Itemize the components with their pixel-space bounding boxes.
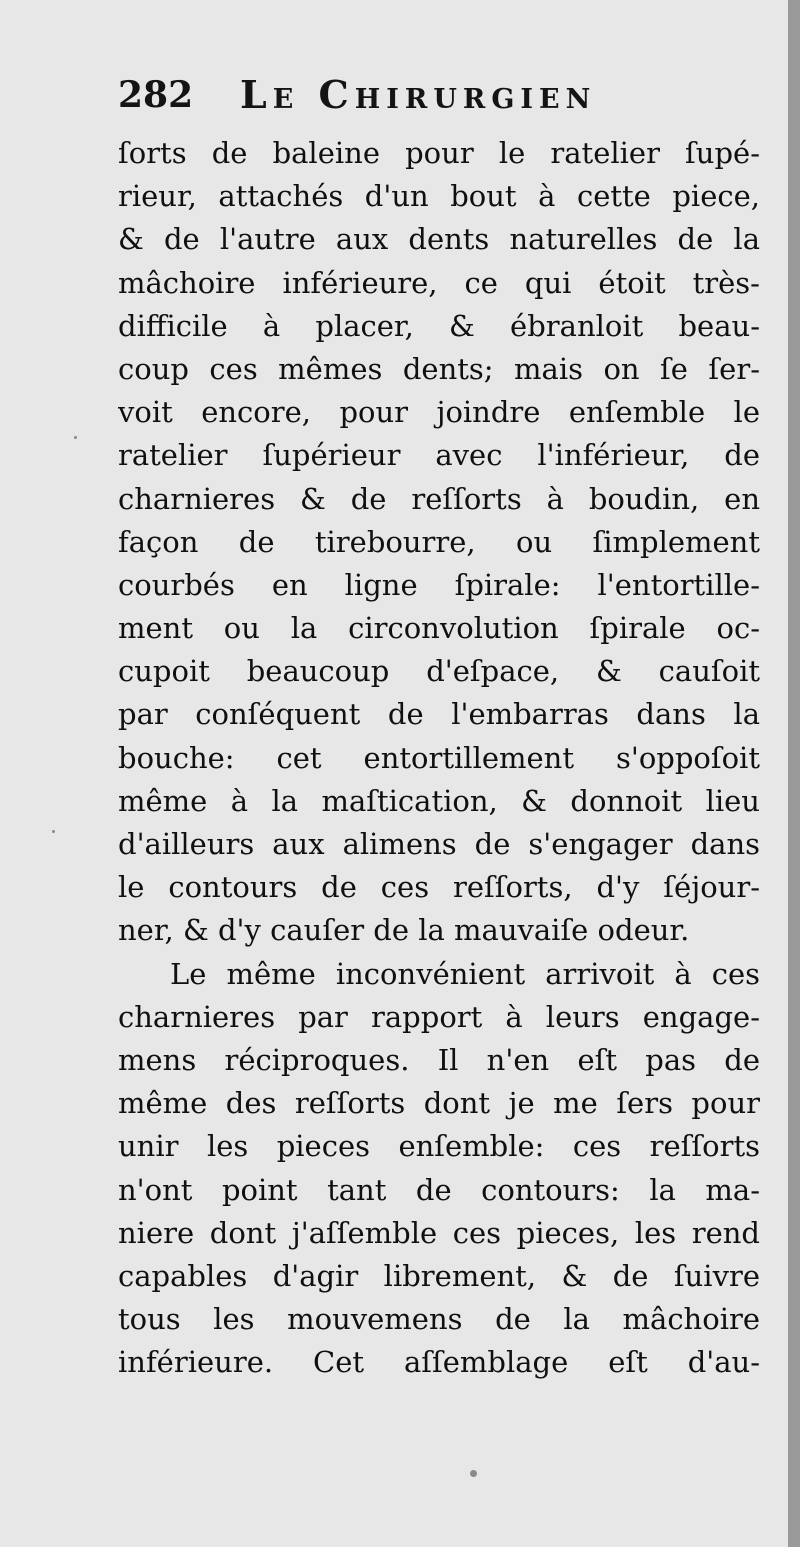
text-line: unir les pieces enſemble: ces reſſorts: [118, 1129, 760, 1164]
text-line: ratelier ſupérieur avec l'inférieur, de: [118, 438, 760, 473]
text-line: mens réciproques. Il n'en eſt pas de: [118, 1042, 760, 1077]
text-line: cupoit beaucoup d'eſpace, & cauſoit: [118, 654, 760, 689]
text-line: inférieure. Cet aſſemblage eſt d'au-: [118, 1345, 760, 1380]
text-line: difficile à placer, & ébranloit beau-: [118, 308, 760, 343]
paper-speck: [74, 436, 77, 439]
text-line: ſorts de baleine pour le ratelier ſupé-: [118, 136, 760, 170]
text-line: même des reſſorts dont je me ſers pour: [118, 1086, 760, 1121]
text-line: d'ailleurs aux alimens de s'engager dans: [118, 827, 760, 861]
text-line: même à la maſtication, & donnoit lieu: [118, 783, 760, 818]
text-line: n'ont point tant de contours: la ma-: [118, 1172, 760, 1207]
text-line: façon de tirebourre, ou ſimplement: [118, 524, 760, 559]
text-line: le contours de ces reſſorts, d'y ſéjour-: [118, 870, 760, 905]
page-number: 282: [118, 74, 194, 116]
paper-speck: [470, 1470, 477, 1477]
text-line: voit encore, pour joindre enſemble le: [118, 395, 760, 430]
paragraph-1: [118, 132, 760, 953]
page-edge-shadow: [788, 0, 800, 1547]
text-line: rieur, attachés d'un bout à cette piece,: [118, 179, 760, 214]
text-line: courbés en ligne ſpirale: l'entortille-: [118, 567, 760, 602]
text-line: mâchoire inférieure, ce qui étoit très-: [118, 265, 760, 300]
page-header: [118, 64, 738, 120]
paper-speck: [52, 830, 55, 833]
paragraph-2: [118, 953, 760, 1385]
text-line: ner, & d'y cauſer de la mauvaiſe odeur.: [118, 913, 690, 948]
text-line: charnieres & de reſſorts à boudin, en: [118, 481, 760, 516]
body-text: [118, 132, 760, 1384]
text-line: charnieres par rapport à leurs engage-: [118, 999, 760, 1034]
text-line: capables d'agir librement, & de ſuivre: [118, 1258, 760, 1293]
text-line: bouche: cet entortillement s'oppoſoit: [118, 740, 760, 775]
text-line: Le même inconvénient arrivoit à ces: [170, 956, 760, 991]
text-line: tous les mouvemens de la mâchoire: [118, 1302, 760, 1337]
running-head: Le Chirurgien: [240, 72, 597, 117]
text-line: niere dont j'aſſemble ces pieces, les rend: [118, 1215, 760, 1250]
text-line: ment ou la circonvolution ſpirale oc-: [118, 611, 760, 646]
text-line: par conſéquent de l'embarras dans la: [118, 697, 760, 732]
text-line: coup ces mêmes dents; mais on ſe ſer-: [118, 351, 760, 386]
text-line: & de l'autre aux dents naturelles de la: [118, 222, 760, 257]
